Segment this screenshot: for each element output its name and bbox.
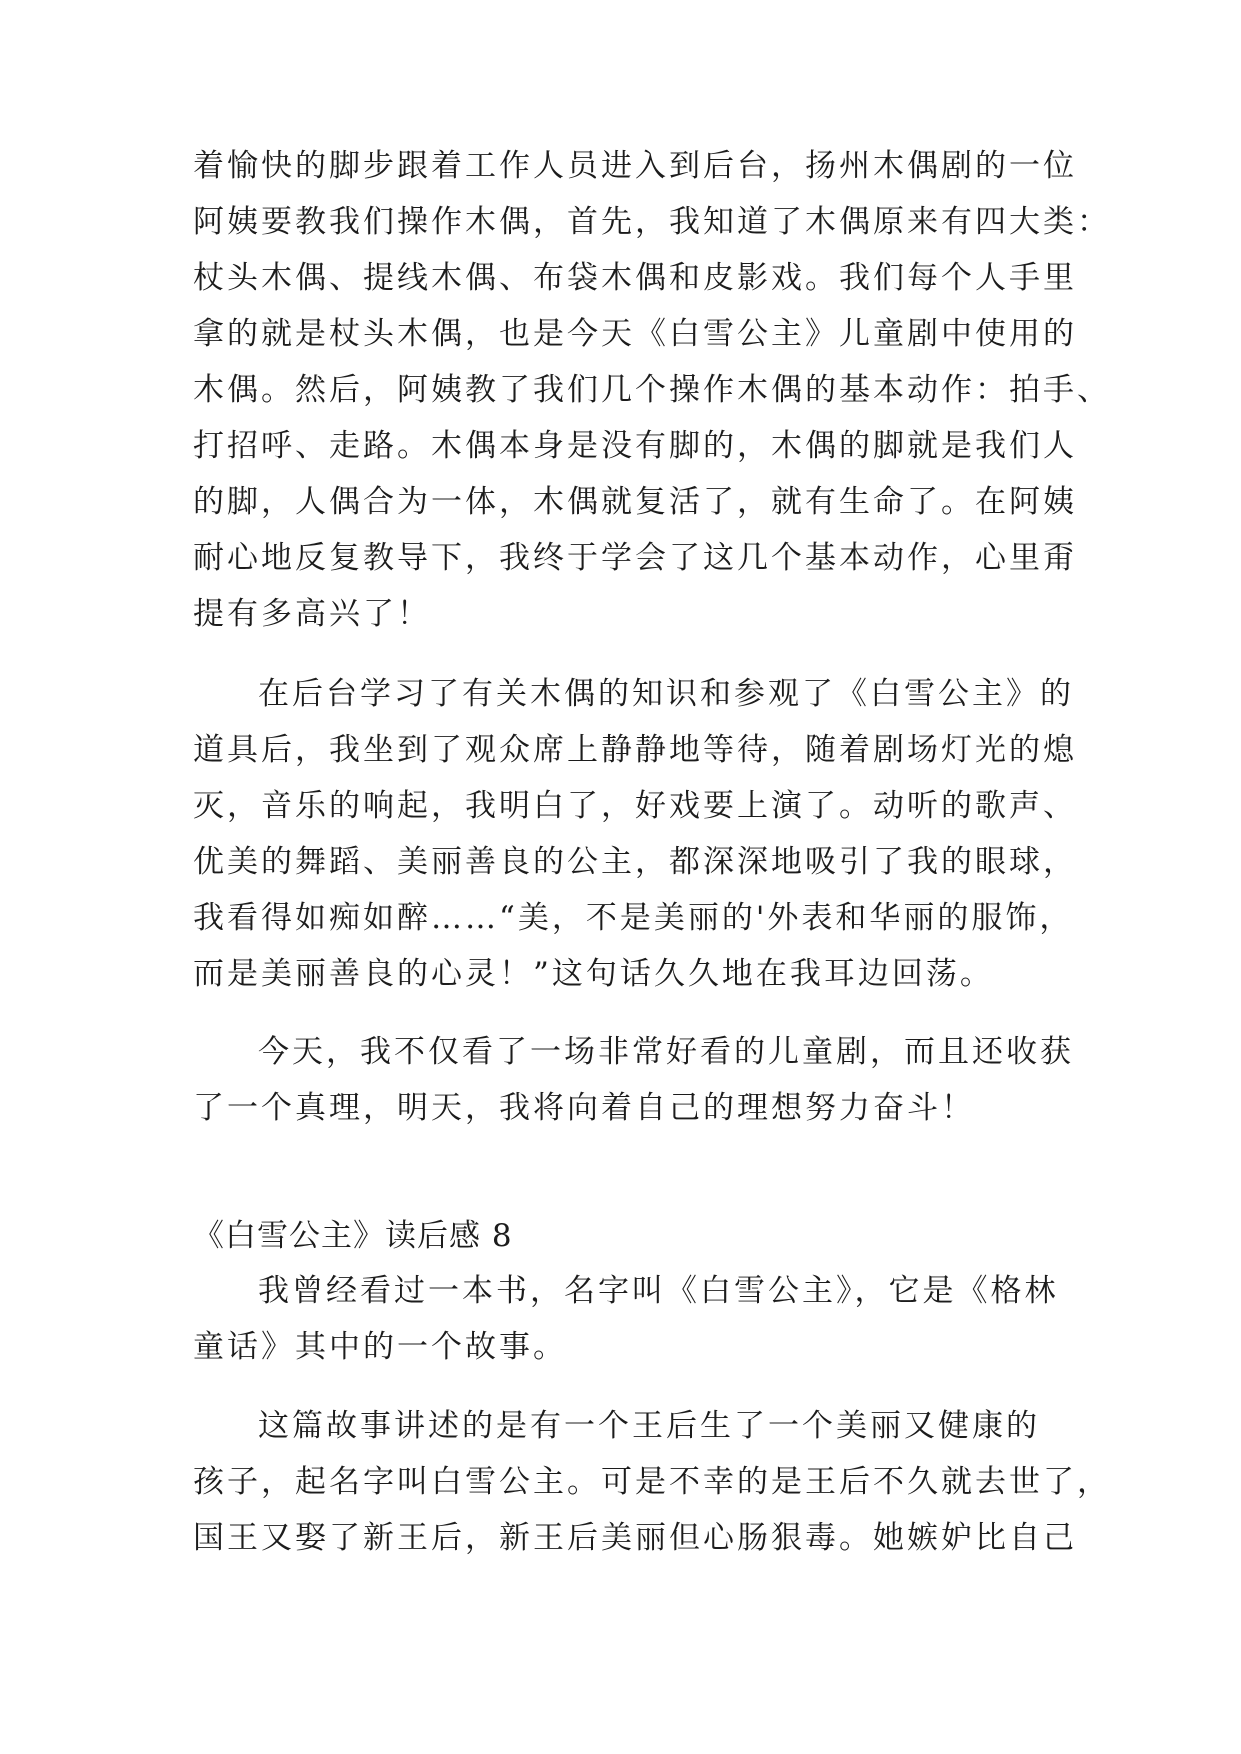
paragraph-line: 国王又娶了新王后，新王后美丽但心肠狠毒。她嫉妒比自己 (193, 1520, 1077, 1556)
paragraph-line: 打招呼、走路。木偶本身是没有脚的，木偶的脚就是我们人 (193, 428, 1077, 464)
paragraph-line: 提有多高兴了！ (193, 596, 431, 632)
paragraph-line: 木偶。然后，阿姨教了我们几个操作木偶的基本动作：拍手、 (193, 372, 1111, 408)
paragraph-line: 这篇故事讲述的是有一个王后生了一个美丽又健康的 (258, 1408, 1040, 1444)
paragraph-line: 我看得如痴如醉……“美，不是美丽的'外表和华丽的服饰， (193, 900, 1074, 936)
paragraph-line: 灭，音乐的响起，我明白了，好戏要上演了。动听的歌声、 (193, 788, 1077, 824)
paragraph-line: 优美的舞蹈、美丽善良的公主，都深深地吸引了我的眼球， (193, 844, 1077, 880)
paragraph-line: 的脚，人偶合为一体，木偶就复活了，就有生命了。在阿姨 (193, 484, 1077, 520)
paragraph-line: 我曾经看过一本书，名字叫《白雪公主》，它是《格林 (258, 1273, 1059, 1309)
paragraph-line: 耐心地反复教导下，我终于学会了这几个基本动作，心里甭 (193, 540, 1077, 576)
paragraph-line: 着愉快的脚步跟着工作人员进入到后台，扬州木偶剧的一位 (193, 148, 1077, 184)
paragraph-line: 今天，我不仅看了一场非常好看的儿童剧，而且还收获 (258, 1034, 1074, 1070)
paragraph-line: 童话》其中的一个故事。 (193, 1329, 567, 1365)
paragraph-line: 了一个真理，明天，我将向着自己的理想努力奋斗！ (193, 1090, 975, 1126)
paragraph-line: 而是美丽善良的心灵！”这句话久久地在我耳边回荡。 (193, 956, 994, 992)
paragraph-line: 阿姨要教我们操作木偶，首先，我知道了木偶原来有四大类： (193, 204, 1111, 240)
paragraph-line: 孩子，起名字叫白雪公主。可是不幸的是王后不久就去世了， (193, 1464, 1111, 1500)
paragraph-line: 道具后，我坐到了观众席上静静地等待，随着剧场灯光的熄 (193, 732, 1077, 768)
paragraph-line: 在后台学习了有关木偶的知识和参观了《白雪公主》的 (258, 676, 1074, 712)
paragraph-line: 拿的就是杖头木偶，也是今天《白雪公主》儿童剧中使用的 (193, 316, 1077, 352)
section-heading: 《白雪公主》读后感 8 (193, 1218, 513, 1254)
paragraph-line: 杖头木偶、提线木偶、布袋木偶和皮影戏。我们每个人手里 (193, 260, 1077, 296)
